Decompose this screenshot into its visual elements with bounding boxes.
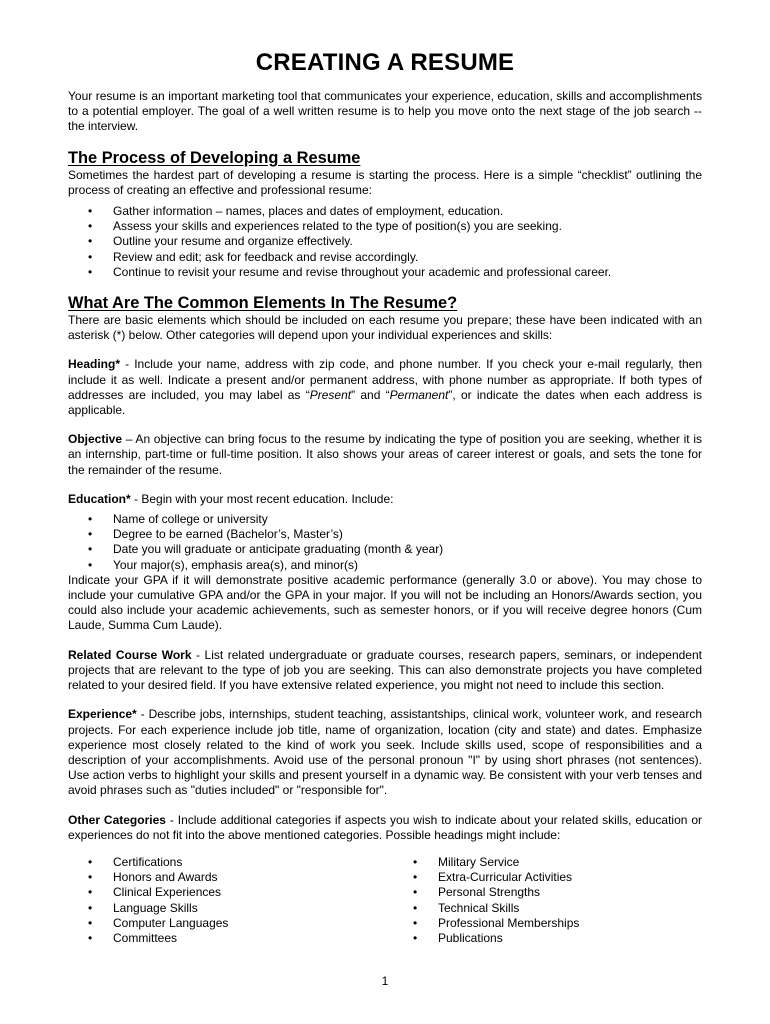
education-list bbox=[68, 512, 702, 573]
other-categories-columns bbox=[68, 855, 702, 946]
page-content bbox=[68, 49, 702, 946]
document-title: CREATING A RESUME bbox=[255, 49, 515, 76]
list-item: • Review and edit; ask for feedback and revise accordingly. bbox=[68, 250, 702, 265]
heading-text-a: - Include your name, address with zip code, and phone number. If you check your e-mail regularly, then include it as well. Indicate a present and/or permanent address, with phone number as appropriate. If both types of addresses are included, you may label as “ bbox=[68, 357, 702, 402]
list-item: • Gather information – names, places and dates of employment, education. bbox=[68, 204, 702, 219]
education-after: Indicate your GPA if it will demonstrate positive academic performance (generally 3.0 or above). You may chose to include your cumulative GPA and/or the GPA in your major. If you will not be including an Honors/Awards section, you could also include your academic achievements, such as semester honors, or if you will receive degree honors (Cum Laude, Summa Cum Laude). bbox=[68, 572, 702, 633]
list-item: • Date you will graduate or anticipate graduating (month & year) bbox=[68, 542, 702, 557]
other-categories-label: Other Categories bbox=[68, 812, 166, 827]
list-item: • Clinical Experiences bbox=[68, 885, 393, 900]
page-number: 1 bbox=[381, 974, 389, 988]
list-item: • Publications bbox=[393, 931, 702, 946]
other-categories-right bbox=[393, 855, 702, 946]
heading-text-b: ” and “ bbox=[351, 387, 390, 402]
heading-label: Heading* bbox=[68, 357, 121, 372]
other-categories-left bbox=[68, 855, 393, 946]
course-work-text: - List related undergraduate or graduate courses, research papers, seminars, or independent projects that are relevant to the type of job you are seeking. This can also demonstrate projects you have completed related to your desired field. If you have extensive related experience, you might not need to include this section. bbox=[68, 647, 702, 693]
other-categories-section bbox=[68, 813, 702, 843]
list-item: • Personal Strengths bbox=[393, 885, 702, 900]
list-item: • Assess your skills and experiences related to the type of position(s) you are seeking. bbox=[68, 219, 702, 234]
objective-text: – An objective can bring focus to the resume by indicating the type of position you are seeking, whether it is an internship, part-time or full-time position. It also shows your areas of career interest or goals, and sets the tone for the remainder of the resume. bbox=[68, 432, 702, 477]
list-item: • Professional Memberships bbox=[393, 916, 702, 931]
education-label: Education* bbox=[68, 491, 131, 506]
list-item: • Degree to be earned (Bachelor’s, Master’s) bbox=[68, 527, 702, 542]
list-item: • Technical Skills bbox=[393, 901, 702, 916]
list-item: • Committees bbox=[68, 931, 393, 946]
elements-heading: What Are The Common Elements In The Resume? bbox=[68, 294, 458, 313]
list-item: • Your major(s), emphasis area(s), and minor(s) bbox=[68, 558, 702, 573]
heading-text-c: ”, or indicate the dates when each address is applicable. bbox=[68, 387, 703, 418]
heading-section bbox=[68, 357, 702, 418]
objective-label: Objective bbox=[68, 432, 123, 447]
list-item: • Outline your resume and organize effectively. bbox=[68, 234, 702, 249]
list-item: • Military Service bbox=[393, 855, 702, 870]
list-item: • Continue to revisit your resume and revise throughout your academic and professional career. bbox=[68, 265, 702, 280]
permanent-term: Permanent bbox=[389, 387, 449, 402]
list-item: • Honors and Awards bbox=[68, 870, 393, 885]
present-term: Present bbox=[309, 387, 352, 402]
list-item: • Extra-Curricular Activities bbox=[393, 870, 702, 885]
course-work-label: Related Course Work bbox=[68, 647, 192, 662]
other-categories-text: - Include additional categories if aspects you wish to indicate about your related skills, education or experiences do not fit into the above mentioned categories. Possible headings might include: bbox=[68, 812, 703, 842]
education-text: - Begin with your most recent education. Include: bbox=[130, 491, 394, 506]
list-item: • Language Skills bbox=[68, 901, 393, 916]
process-checklist bbox=[68, 204, 702, 280]
education-section bbox=[68, 492, 702, 507]
experience-text: - Describe jobs, internships, student teaching, assistantships, clinical work, volunteer work, and research projects. For each experience include job title, name of organization, location (city and state) and dates. Emphasize experience most closely related to the kind of work you seek. Include skills used, scope of responsibilities and a description of your accomplishments. Avoid use of the personal pronoun "I" by using short phrases (not sentences). Use action verbs to highlight your skills and present yourself in a dynamic way. Be consistent with your verb tenses and avoid phrases such as "duties included" or "responsible for". bbox=[68, 707, 702, 798]
process-heading: The Process of Developing a Resume bbox=[68, 148, 361, 167]
list-item: • Computer Languages bbox=[68, 916, 393, 931]
list-item: • Certifications bbox=[68, 855, 393, 870]
list-item: • Name of college or university bbox=[68, 512, 702, 527]
experience-label: Experience* bbox=[68, 707, 137, 722]
process-text: Sometimes the hardest part of developing a resume is starting the process. Here is a simple “checklist” outlining the process of creating an effective and professional resume: bbox=[68, 167, 702, 197]
experience-section bbox=[68, 707, 702, 798]
course-work-section bbox=[68, 648, 702, 694]
elements-text: There are basic elements which should be included on each resume you prepare; these have been indicated with an asterisk (*) below. Other categories will depend upon your individual experiences and skills: bbox=[68, 313, 702, 343]
objective-section bbox=[68, 432, 702, 478]
intro-paragraph: Your resume is an important marketing tool that communicates your experience, education, skills and accomplishments to a potential employer. The goal of a well written resume is to help you move onto the next stage of the job search -- the interview. bbox=[68, 89, 702, 134]
